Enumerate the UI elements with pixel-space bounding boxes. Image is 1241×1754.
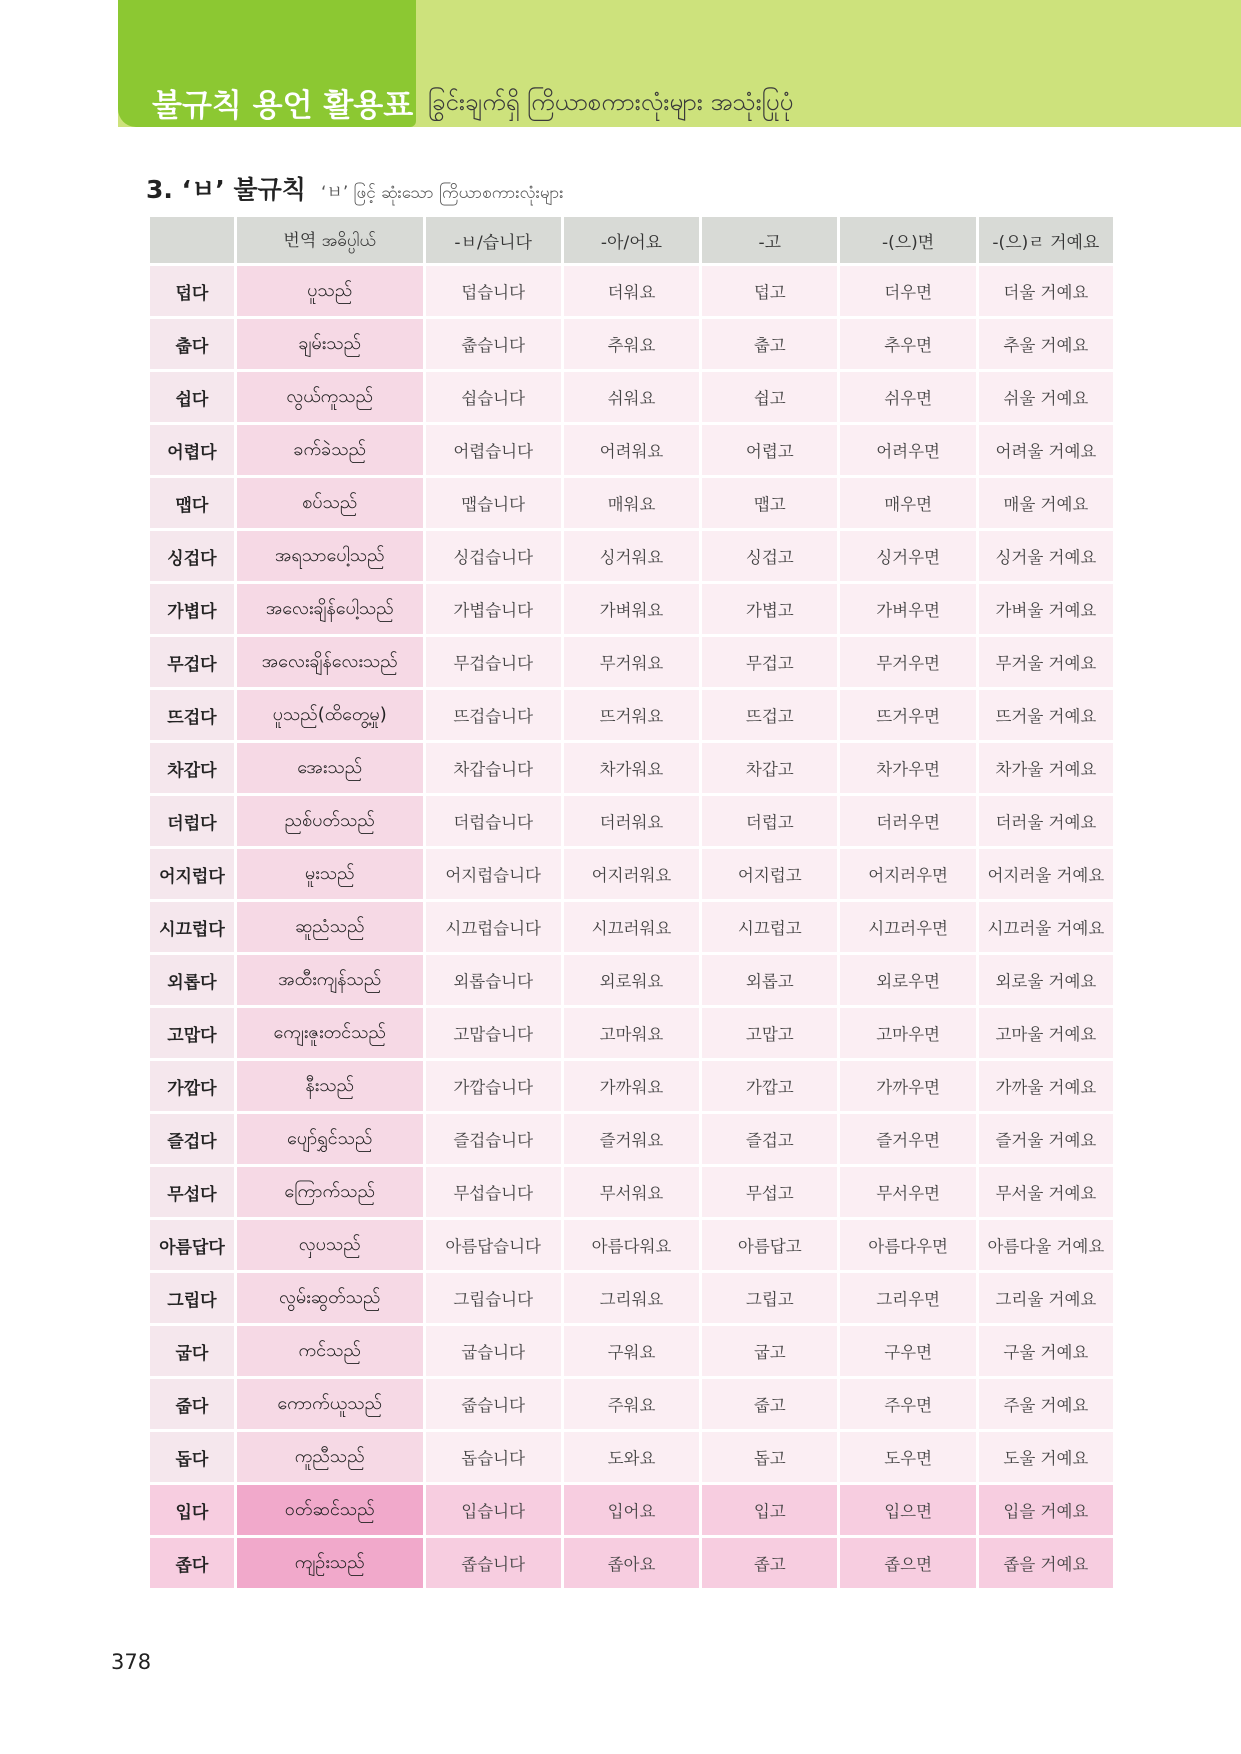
table-row (150, 1008, 1113, 1058)
form-cell: 그리워요 (564, 1273, 699, 1323)
table-row (150, 1432, 1113, 1482)
form-cell: 좁으면 (840, 1538, 975, 1588)
header-future: -(으)ㄹ 거예요 (979, 217, 1113, 263)
form-cell: 가깝고 (702, 1061, 837, 1111)
verb-cell: 고맙다 (150, 1008, 234, 1058)
table-row (150, 690, 1113, 740)
form-cell: 즐거워요 (564, 1114, 699, 1164)
form-cell: 가벼울 거예요 (979, 584, 1113, 634)
form-cell: 어려울 거예요 (979, 425, 1113, 475)
translation-cell: ကင်သည် (237, 1326, 423, 1376)
verb-cell: 즐겁다 (150, 1114, 234, 1164)
section-heading (146, 170, 564, 207)
table-row (150, 1061, 1113, 1111)
header-formal: -ㅂ/습니다 (426, 217, 561, 263)
form-cell: 어지러워요 (564, 849, 699, 899)
form-cell: 어지러우면 (840, 849, 975, 899)
form-cell: 입어요 (564, 1485, 699, 1535)
verb-cell: 춥다 (150, 319, 234, 369)
table-row (150, 902, 1113, 952)
form-cell: 돕습니다 (426, 1432, 561, 1482)
form-cell: 입으면 (840, 1485, 975, 1535)
form-cell: 외롭고 (702, 955, 837, 1005)
form-cell: 즐겁고 (702, 1114, 837, 1164)
table-row (150, 955, 1113, 1005)
form-cell: 가벼워요 (564, 584, 699, 634)
verb-cell: 어렵다 (150, 425, 234, 475)
table-row (150, 531, 1113, 581)
form-cell: 입고 (702, 1485, 837, 1535)
verb-cell: 더럽다 (150, 796, 234, 846)
form-cell: 입을 거예요 (979, 1485, 1113, 1535)
form-cell: 무서우면 (840, 1167, 975, 1217)
form-cell: 줍습니다 (426, 1379, 561, 1429)
form-cell: 춥습니다 (426, 319, 561, 369)
section-subtitle: ‘ㅂ’ ဖြင့် ဆုံးသော ကြိယာစကားလုံးများ (321, 183, 564, 203)
page-number: 378 (111, 1650, 152, 1674)
form-cell: 추울 거예요 (979, 319, 1113, 369)
form-cell: 그립고 (702, 1273, 837, 1323)
form-cell: 어려워요 (564, 425, 699, 475)
form-cell: 무섭고 (702, 1167, 837, 1217)
form-cell: 가벼우면 (840, 584, 975, 634)
table-row (150, 796, 1113, 846)
form-cell: 더워요 (564, 266, 699, 316)
verb-cell: 그립다 (150, 1273, 234, 1323)
form-cell: 도와요 (564, 1432, 699, 1482)
form-cell: 외로워요 (564, 955, 699, 1005)
form-cell: 뜨겁고 (702, 690, 837, 740)
translation-cell: အေးသည် (237, 743, 423, 793)
translation-cell: ပူသည် (237, 266, 423, 316)
header-polite: -아/어요 (564, 217, 699, 263)
table-row (150, 1220, 1113, 1270)
form-cell: 고마워요 (564, 1008, 699, 1058)
form-cell: 싱겁고 (702, 531, 837, 581)
form-cell: 그립습니다 (426, 1273, 561, 1323)
table-row (150, 425, 1113, 475)
form-cell: 뜨거울 거예요 (979, 690, 1113, 740)
table-row (150, 1326, 1113, 1376)
form-cell: 더럽고 (702, 796, 837, 846)
form-cell: 시끄럽고 (702, 902, 837, 952)
form-cell: 주우면 (840, 1379, 975, 1429)
form-cell: 구울 거예요 (979, 1326, 1113, 1376)
form-cell: 가까우면 (840, 1061, 975, 1111)
form-cell: 쉽고 (702, 372, 837, 422)
form-cell: 좁고 (702, 1538, 837, 1588)
form-cell: 맵고 (702, 478, 837, 528)
verb-cell: 차갑다 (150, 743, 234, 793)
translation-cell: လွမ်းဆွတ်သည် (237, 1273, 423, 1323)
verb-cell: 줍다 (150, 1379, 234, 1429)
form-cell: 즐거우면 (840, 1114, 975, 1164)
form-cell: 아름다울 거예요 (979, 1220, 1113, 1270)
form-cell: 차가워요 (564, 743, 699, 793)
form-cell: 그리우면 (840, 1273, 975, 1323)
form-cell: 어지러울 거예요 (979, 849, 1113, 899)
form-cell: 싱겁습니다 (426, 531, 561, 581)
form-cell: 어렵고 (702, 425, 837, 475)
form-cell: 싱거워요 (564, 531, 699, 581)
form-cell: 아름답고 (702, 1220, 837, 1270)
verb-cell: 외롭다 (150, 955, 234, 1005)
table-row (150, 1114, 1113, 1164)
verb-cell: 무겁다 (150, 637, 234, 687)
verb-cell: 굽다 (150, 1326, 234, 1376)
form-cell: 춥고 (702, 319, 837, 369)
form-cell: 뜨겁습니다 (426, 690, 561, 740)
form-cell: 도울 거예요 (979, 1432, 1113, 1482)
verb-cell: 어지럽다 (150, 849, 234, 899)
form-cell: 가볍고 (702, 584, 837, 634)
form-cell: 더울 거예요 (979, 266, 1113, 316)
translation-cell: ကူညီသည် (237, 1432, 423, 1482)
form-cell: 즐겁습니다 (426, 1114, 561, 1164)
form-cell: 맵습니다 (426, 478, 561, 528)
form-cell: 주울 거예요 (979, 1379, 1113, 1429)
form-cell: 외로우면 (840, 955, 975, 1005)
form-cell: 가볍습니다 (426, 584, 561, 634)
form-cell: 고맙습니다 (426, 1008, 561, 1058)
form-cell: 돕고 (702, 1432, 837, 1482)
form-cell: 매울 거예요 (979, 478, 1113, 528)
verb-cell: 가깝다 (150, 1061, 234, 1111)
form-cell: 쉬워요 (564, 372, 699, 422)
header-and: -고 (702, 217, 837, 263)
table-row (150, 1273, 1113, 1323)
form-cell: 싱거울 거예요 (979, 531, 1113, 581)
form-cell: 어렵습니다 (426, 425, 561, 475)
translation-cell: ကောက်ယူသည် (237, 1379, 423, 1429)
table-row (150, 743, 1113, 793)
form-cell: 뜨거워요 (564, 690, 699, 740)
table-row (150, 637, 1113, 687)
translation-cell: မူးသည် (237, 849, 423, 899)
table-row (150, 1379, 1113, 1429)
form-cell: 고마우면 (840, 1008, 975, 1058)
conjugation-table (147, 214, 1116, 1591)
verb-cell: 시끄럽다 (150, 902, 234, 952)
verb-cell: 맵다 (150, 478, 234, 528)
form-cell: 무겁고 (702, 637, 837, 687)
form-cell: 쉬우면 (840, 372, 975, 422)
form-cell: 차가울 거예요 (979, 743, 1113, 793)
form-cell: 추워요 (564, 319, 699, 369)
form-cell: 주워요 (564, 1379, 699, 1429)
form-cell: 굽고 (702, 1326, 837, 1376)
form-cell: 무섭습니다 (426, 1167, 561, 1217)
header-translation: 번역 အဓိပ္ပါယ် (237, 217, 423, 263)
verb-cell: 덥다 (150, 266, 234, 316)
table-row (150, 478, 1113, 528)
form-cell: 무겁습니다 (426, 637, 561, 687)
verb-cell: 아름답다 (150, 1220, 234, 1270)
translation-cell: အရသာပေါ့သည် (237, 531, 423, 581)
header-if: -(으)면 (840, 217, 975, 263)
form-cell: 아름답습니다 (426, 1220, 561, 1270)
translation-cell: အထီးကျန်သည် (237, 955, 423, 1005)
form-cell: 도우면 (840, 1432, 975, 1482)
form-cell: 시끄러울 거예요 (979, 902, 1113, 952)
form-cell: 좁아요 (564, 1538, 699, 1588)
translation-cell: ဝတ်ဆင်သည် (237, 1485, 423, 1535)
form-cell: 차갑고 (702, 743, 837, 793)
verb-cell: 싱겁다 (150, 531, 234, 581)
form-cell: 즐거울 거예요 (979, 1114, 1113, 1164)
form-cell: 무서워요 (564, 1167, 699, 1217)
table-row (150, 849, 1113, 899)
verb-cell: 가볍다 (150, 584, 234, 634)
translation-cell: ခက်ခဲသည် (237, 425, 423, 475)
form-cell: 어려우면 (840, 425, 975, 475)
table-header-row (150, 217, 1113, 263)
verb-cell: 뜨겁다 (150, 690, 234, 740)
form-cell: 무서울 거예요 (979, 1167, 1113, 1217)
form-cell: 싱거우면 (840, 531, 975, 581)
header-verb (150, 217, 234, 263)
form-cell: 구우면 (840, 1326, 975, 1376)
form-cell: 더우면 (840, 266, 975, 316)
translation-cell: စပ်သည် (237, 478, 423, 528)
form-cell: 그리울 거예요 (979, 1273, 1113, 1323)
translation-cell: ညစ်ပတ်သည် (237, 796, 423, 846)
translation-cell: အလေးချိန်ပေါ့သည် (237, 584, 423, 634)
form-cell: 무거우면 (840, 637, 975, 687)
form-cell: 무거울 거예요 (979, 637, 1113, 687)
form-cell: 어지럽고 (702, 849, 837, 899)
form-cell: 가깝습니다 (426, 1061, 561, 1111)
translation-cell: ကျေးဇူးတင်သည် (237, 1008, 423, 1058)
translation-cell: နီးသည် (237, 1061, 423, 1111)
form-cell: 좁습니다 (426, 1538, 561, 1588)
verb-cell: 쉽다 (150, 372, 234, 422)
chapter-title: 불규칙 용언 활용표 (152, 88, 414, 124)
form-cell: 더러우면 (840, 796, 975, 846)
form-cell: 더럽습니다 (426, 796, 561, 846)
form-cell: 굽습니다 (426, 1326, 561, 1376)
translation-cell: ချမ်းသည် (237, 319, 423, 369)
translation-cell: ကျဉ်းသည် (237, 1538, 423, 1588)
table-row (150, 266, 1113, 316)
form-cell: 차가우면 (840, 743, 975, 793)
form-cell: 쉽습니다 (426, 372, 561, 422)
translation-cell: ပူသည်(ထိတွေ့မှု) (237, 690, 423, 740)
section-title: 3. ‘ㅂ’ 불규칙 (146, 175, 306, 204)
verb-cell: 입다 (150, 1485, 234, 1535)
translation-cell: လွယ်ကူသည် (237, 372, 423, 422)
translation-cell: ပျော်ရွှင်သည် (237, 1114, 423, 1164)
form-cell: 쉬울 거예요 (979, 372, 1113, 422)
form-cell: 아름다워요 (564, 1220, 699, 1270)
chapter-subtitle: ခြွင်းချက်ရှိ ကြိယာစကားလုံးများ အသုံးပြုပုံ (428, 88, 794, 116)
translation-cell: လှပသည် (237, 1220, 423, 1270)
table-row (150, 1538, 1113, 1588)
form-cell: 어지럽습니다 (426, 849, 561, 899)
verb-cell: 좁다 (150, 1538, 234, 1588)
table-row (150, 319, 1113, 369)
verb-cell: 돕다 (150, 1432, 234, 1482)
form-cell: 덥고 (702, 266, 837, 316)
form-cell: 무거워요 (564, 637, 699, 687)
form-cell: 시끄러우면 (840, 902, 975, 952)
form-cell: 가까워요 (564, 1061, 699, 1111)
form-cell: 가까울 거예요 (979, 1061, 1113, 1111)
form-cell: 매우면 (840, 478, 975, 528)
form-cell: 매워요 (564, 478, 699, 528)
form-cell: 입습니다 (426, 1485, 561, 1535)
table-row (150, 1167, 1113, 1217)
table-row (150, 1485, 1113, 1535)
translation-cell: ကြောက်သည် (237, 1167, 423, 1217)
form-cell: 시끄러워요 (564, 902, 699, 952)
form-cell: 더러워요 (564, 796, 699, 846)
form-cell: 줍고 (702, 1379, 837, 1429)
form-cell: 더러울 거예요 (979, 796, 1113, 846)
form-cell: 추우면 (840, 319, 975, 369)
form-cell: 고마울 거예요 (979, 1008, 1113, 1058)
form-cell: 아름다우면 (840, 1220, 975, 1270)
form-cell: 외로울 거예요 (979, 955, 1113, 1005)
table-row (150, 372, 1113, 422)
form-cell: 차갑습니다 (426, 743, 561, 793)
form-cell: 구워요 (564, 1326, 699, 1376)
form-cell: 고맙고 (702, 1008, 837, 1058)
form-cell: 덥습니다 (426, 266, 561, 316)
form-cell: 뜨거우면 (840, 690, 975, 740)
form-cell: 시끄럽습니다 (426, 902, 561, 952)
verb-cell: 무섭다 (150, 1167, 234, 1217)
form-cell: 좁을 거예요 (979, 1538, 1113, 1588)
translation-cell: အလေးချိန်လေးသည် (237, 637, 423, 687)
translation-cell: ဆူညံသည် (237, 902, 423, 952)
table-row (150, 584, 1113, 634)
form-cell: 외롭습니다 (426, 955, 561, 1005)
